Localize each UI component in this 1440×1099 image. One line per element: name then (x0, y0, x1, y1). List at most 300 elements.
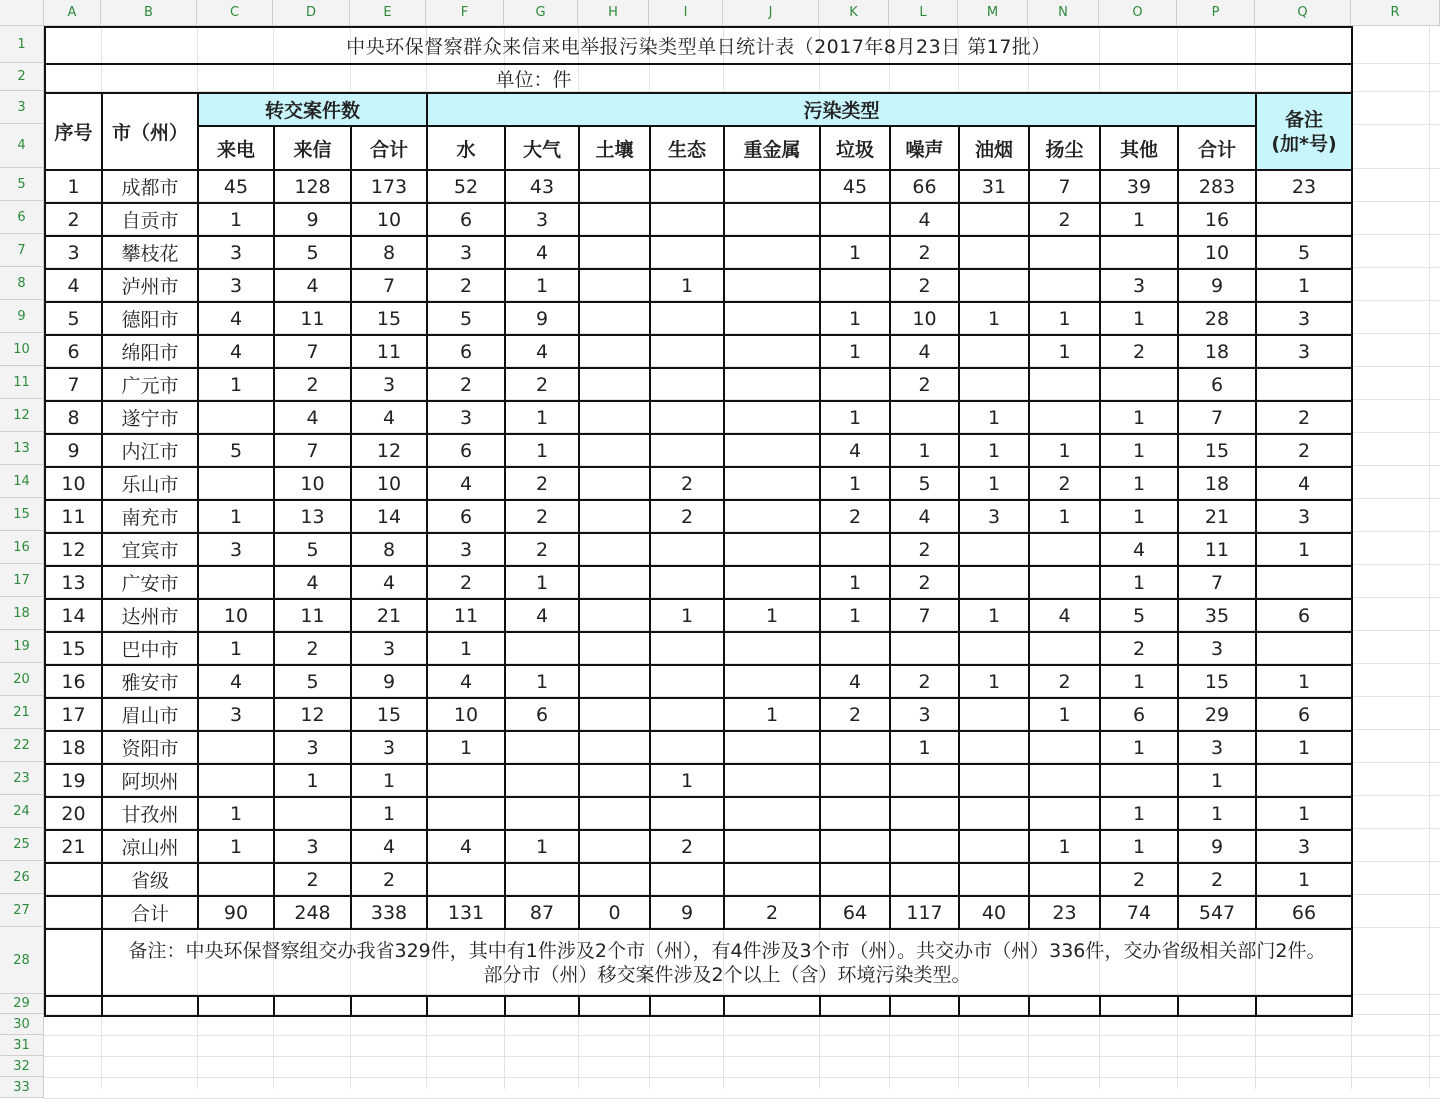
cell-value[interactable]: 2 (274, 863, 351, 896)
cell-value[interactable]: 10 (427, 698, 505, 731)
cell-value[interactable]: 3 (351, 731, 427, 764)
cell-value[interactable] (198, 467, 274, 500)
cell-value[interactable] (724, 533, 820, 566)
cell-value[interactable]: 1 (274, 764, 351, 797)
cell-value[interactable]: 2 (890, 368, 959, 401)
cell-value[interactable] (1029, 236, 1100, 269)
cell-value[interactable] (959, 863, 1029, 896)
cell-value[interactable]: 52 (427, 170, 505, 203)
row-header-18[interactable]: 18 (0, 597, 44, 630)
cell-value[interactable] (1029, 401, 1100, 434)
cell-value[interactable]: 43 (505, 170, 579, 203)
cell-value[interactable]: 3 (1256, 335, 1352, 368)
empty-cell[interactable] (1178, 996, 1256, 1016)
cell-seq[interactable]: 3 (45, 236, 102, 269)
cell-value[interactable]: 1 (1100, 830, 1178, 863)
cell-value[interactable] (724, 665, 820, 698)
cell-value[interactable]: 2 (1029, 203, 1100, 236)
cell-value[interactable]: 2 (1100, 632, 1178, 665)
cell-value[interactable]: 3 (198, 698, 274, 731)
cell-value[interactable] (820, 764, 890, 797)
cell-value[interactable]: 18 (1178, 467, 1256, 500)
row-header-12[interactable]: 12 (0, 399, 44, 432)
cell-value[interactable] (650, 698, 724, 731)
cell-value[interactable]: 7 (1178, 566, 1256, 599)
cell-value[interactable]: 3 (198, 236, 274, 269)
cell-value[interactable]: 3 (890, 698, 959, 731)
cell-value[interactable] (959, 830, 1029, 863)
column-header-n[interactable]: N (1028, 0, 1099, 26)
cell-value[interactable]: 66 (890, 170, 959, 203)
cell-value[interactable] (820, 632, 890, 665)
cell-value[interactable] (650, 170, 724, 203)
cell-value[interactable] (724, 335, 820, 368)
cell-value[interactable] (890, 764, 959, 797)
cell-value[interactable]: 1 (1029, 335, 1100, 368)
cell-value[interactable] (650, 236, 724, 269)
cell-value[interactable] (1029, 731, 1100, 764)
cell-seq[interactable]: 4 (45, 269, 102, 302)
cell-value[interactable] (579, 632, 650, 665)
column-header-d[interactable]: D (273, 0, 350, 26)
cell-value[interactable]: 13 (274, 500, 351, 533)
cell-value[interactable] (890, 797, 959, 830)
cell-seq[interactable]: 10 (45, 467, 102, 500)
column-header-h[interactable]: H (578, 0, 649, 26)
cell-value[interactable] (1256, 764, 1352, 797)
cell-seq[interactable]: 5 (45, 302, 102, 335)
cell-value[interactable]: 1 (1029, 830, 1100, 863)
cell-value[interactable] (724, 236, 820, 269)
empty-cell[interactable] (1100, 996, 1178, 1016)
row-header-9[interactable]: 9 (0, 300, 44, 333)
cell-value[interactable]: 6 (427, 203, 505, 236)
total-value[interactable]: 338 (351, 896, 427, 929)
cell-value[interactable] (427, 797, 505, 830)
cell-city[interactable]: 广元市 (102, 368, 198, 401)
cell-value[interactable]: 11 (1178, 533, 1256, 566)
cell-value[interactable] (890, 863, 959, 896)
cell-value[interactable]: 3 (505, 203, 579, 236)
row-header-31[interactable]: 31 (0, 1035, 44, 1056)
cell-value[interactable] (1029, 632, 1100, 665)
cell-value[interactable]: 4 (1029, 599, 1100, 632)
cell-value[interactable]: 2 (274, 368, 351, 401)
cell-value[interactable]: 4 (820, 665, 890, 698)
total-value[interactable]: 23 (1029, 896, 1100, 929)
cell-value[interactable]: 6 (427, 500, 505, 533)
cell-value[interactable]: 1 (959, 401, 1029, 434)
cell-value[interactable] (724, 632, 820, 665)
cell-value[interactable] (724, 566, 820, 599)
cell-value[interactable]: 1 (959, 599, 1029, 632)
column-header-o[interactable]: O (1099, 0, 1177, 26)
cell-seq[interactable]: 19 (45, 764, 102, 797)
cell-value[interactable]: 1 (1256, 665, 1352, 698)
cell-value[interactable]: 1 (650, 269, 724, 302)
cell-seq[interactable]: 21 (45, 830, 102, 863)
cell-value[interactable]: 1 (198, 632, 274, 665)
cell-value[interactable]: 15 (1178, 434, 1256, 467)
cell-seq[interactable]: 11 (45, 500, 102, 533)
row-header-14[interactable]: 14 (0, 465, 44, 498)
cell-value[interactable]: 2 (1029, 467, 1100, 500)
total-value[interactable]: 64 (820, 896, 890, 929)
cell-value[interactable]: 4 (198, 335, 274, 368)
cell-value[interactable]: 128 (274, 170, 351, 203)
cell-value[interactable] (1029, 269, 1100, 302)
cell-value[interactable] (579, 665, 650, 698)
row-header-29[interactable]: 29 (0, 994, 44, 1014)
cell-value[interactable]: 1 (427, 731, 505, 764)
cell-value[interactable]: 2 (890, 236, 959, 269)
cell-value[interactable]: 3 (274, 830, 351, 863)
cell-value[interactable]: 11 (427, 599, 505, 632)
cell-value[interactable] (724, 764, 820, 797)
cell-seq[interactable]: 9 (45, 434, 102, 467)
cell-value[interactable] (579, 599, 650, 632)
cell-value[interactable]: 10 (351, 203, 427, 236)
cell-value[interactable]: 5 (1100, 599, 1178, 632)
select-all-corner[interactable] (0, 0, 44, 26)
cell-value[interactable] (890, 632, 959, 665)
cell-value[interactable]: 2 (505, 533, 579, 566)
cell-seq[interactable]: 1 (45, 170, 102, 203)
cell-value[interactable] (650, 368, 724, 401)
cell-value[interactable] (890, 401, 959, 434)
cell-value[interactable]: 1 (959, 302, 1029, 335)
cell-value[interactable]: 1 (650, 599, 724, 632)
cell-value[interactable]: 2 (427, 269, 505, 302)
cell-city[interactable]: 成都市 (102, 170, 198, 203)
cell-value[interactable]: 2 (505, 500, 579, 533)
cell-value[interactable]: 5 (1256, 236, 1352, 269)
cell-value[interactable]: 1 (1100, 401, 1178, 434)
cell-value[interactable]: 1 (198, 203, 274, 236)
cell-seq[interactable] (45, 863, 102, 896)
cell-value[interactable]: 9 (274, 203, 351, 236)
cell-value[interactable]: 2 (427, 368, 505, 401)
empty-cell[interactable] (724, 996, 820, 1016)
row-header-33[interactable]: 33 (0, 1077, 44, 1098)
empty-cell[interactable] (959, 996, 1029, 1016)
cell-city[interactable]: 广安市 (102, 566, 198, 599)
cell-seq[interactable]: 20 (45, 797, 102, 830)
cell-value[interactable]: 1 (1178, 797, 1256, 830)
row-header-25[interactable]: 25 (0, 828, 44, 861)
empty-cell[interactable] (505, 996, 579, 1016)
cell-value[interactable] (1256, 566, 1352, 599)
cell-value[interactable]: 4 (890, 335, 959, 368)
row-header-1[interactable]: 1 (0, 26, 44, 63)
cell-value[interactable] (724, 434, 820, 467)
cell-value[interactable] (820, 830, 890, 863)
cell-value[interactable]: 4 (198, 302, 274, 335)
cell-value[interactable] (505, 764, 579, 797)
cell-value[interactable] (427, 863, 505, 896)
cell-value[interactable]: 1 (351, 797, 427, 830)
row-header-5[interactable]: 5 (0, 168, 44, 201)
cell-value[interactable]: 4 (351, 401, 427, 434)
cell-value[interactable]: 4 (351, 830, 427, 863)
cell-value[interactable]: 4 (820, 434, 890, 467)
cell-value[interactable]: 9 (505, 302, 579, 335)
cell-value[interactable] (579, 302, 650, 335)
cell-value[interactable]: 1 (1100, 500, 1178, 533)
cell-value[interactable]: 1 (820, 236, 890, 269)
cell-value[interactable]: 1 (1100, 203, 1178, 236)
cell-value[interactable]: 1 (1256, 863, 1352, 896)
cell-value[interactable]: 3 (198, 533, 274, 566)
cell-value[interactable]: 10 (351, 467, 427, 500)
cell-value[interactable]: 1 (198, 368, 274, 401)
cell-value[interactable]: 3 (427, 401, 505, 434)
cell-seq[interactable]: 13 (45, 566, 102, 599)
cell-value[interactable]: 1 (890, 434, 959, 467)
cell-value[interactable]: 4 (1100, 533, 1178, 566)
column-header-g[interactable]: G (504, 0, 578, 26)
row-header-4[interactable]: 4 (0, 124, 44, 168)
cell-value[interactable]: 3 (1256, 830, 1352, 863)
cell-value[interactable]: 29 (1178, 698, 1256, 731)
cell-value[interactable] (650, 566, 724, 599)
cell-value[interactable]: 6 (1256, 698, 1352, 731)
cell-city[interactable]: 眉山市 (102, 698, 198, 731)
cell-value[interactable]: 4 (427, 665, 505, 698)
total-value[interactable]: 87 (505, 896, 579, 929)
cell-seq[interactable]: 14 (45, 599, 102, 632)
cell-value[interactable] (579, 335, 650, 368)
cell-value[interactable] (1100, 764, 1178, 797)
empty-cell[interactable] (198, 996, 274, 1016)
cell-seq[interactable] (45, 896, 102, 929)
cell-value[interactable]: 2 (1100, 863, 1178, 896)
empty-cell[interactable] (351, 996, 427, 1016)
cell-value[interactable]: 5 (890, 467, 959, 500)
cell-value[interactable]: 6 (505, 698, 579, 731)
cell-value[interactable] (579, 863, 650, 896)
cell-value[interactable]: 1 (820, 335, 890, 368)
cell-city[interactable]: 雅安市 (102, 665, 198, 698)
column-header-l[interactable]: L (889, 0, 958, 26)
cell-city[interactable]: 资阳市 (102, 731, 198, 764)
cell-value[interactable] (505, 863, 579, 896)
cell-value[interactable]: 1 (1256, 731, 1352, 764)
cell-value[interactable]: 4 (427, 830, 505, 863)
cell-value[interactable]: 11 (274, 599, 351, 632)
total-value[interactable]: 2 (724, 896, 820, 929)
cell-seq[interactable]: 7 (45, 368, 102, 401)
cell-value[interactable] (579, 203, 650, 236)
cell-value[interactable] (820, 368, 890, 401)
row-header-8[interactable]: 8 (0, 267, 44, 300)
cell-value[interactable] (724, 863, 820, 896)
cell-value[interactable] (505, 731, 579, 764)
cell-value[interactable] (1029, 863, 1100, 896)
cell-value[interactable] (579, 467, 650, 500)
cell-value[interactable]: 5 (274, 665, 351, 698)
cell-value[interactable]: 1 (820, 599, 890, 632)
cell-value[interactable]: 1 (1100, 467, 1178, 500)
cell-value[interactable]: 2 (505, 467, 579, 500)
cell-value[interactable]: 2 (820, 698, 890, 731)
cell-value[interactable] (959, 566, 1029, 599)
cell-value[interactable]: 2 (274, 632, 351, 665)
cell-value[interactable] (579, 500, 650, 533)
cell-value[interactable]: 3 (1256, 500, 1352, 533)
cell-value[interactable]: 1 (959, 467, 1029, 500)
cell-city[interactable]: 攀枝花 (102, 236, 198, 269)
cell-value[interactable] (579, 830, 650, 863)
cell-value[interactable]: 4 (890, 500, 959, 533)
cell-value[interactable]: 11 (351, 335, 427, 368)
cell-value[interactable] (650, 863, 724, 896)
cell-value[interactable]: 2 (1256, 401, 1352, 434)
row-header-15[interactable]: 15 (0, 498, 44, 531)
cell-value[interactable]: 12 (274, 698, 351, 731)
cell-value[interactable]: 1 (1256, 533, 1352, 566)
cell-value[interactable]: 1 (351, 764, 427, 797)
cell-value[interactable] (959, 764, 1029, 797)
cell-value[interactable] (650, 335, 724, 368)
cell-value[interactable]: 8 (351, 236, 427, 269)
column-header-i[interactable]: I (649, 0, 723, 26)
cell-value[interactable]: 6 (427, 335, 505, 368)
cell-value[interactable]: 21 (351, 599, 427, 632)
cell-seq[interactable]: 12 (45, 533, 102, 566)
cell-city[interactable]: 达州市 (102, 599, 198, 632)
cell-value[interactable] (198, 764, 274, 797)
cell-value[interactable] (959, 731, 1029, 764)
empty-cell[interactable] (579, 996, 650, 1016)
cell-value[interactable] (505, 632, 579, 665)
cell-value[interactable]: 1 (820, 566, 890, 599)
cell-value[interactable]: 3 (351, 368, 427, 401)
cell-value[interactable]: 15 (1178, 665, 1256, 698)
total-value[interactable]: 9 (650, 896, 724, 929)
cell-city[interactable]: 南充市 (102, 500, 198, 533)
cell-value[interactable] (1029, 764, 1100, 797)
cell-value[interactable] (724, 401, 820, 434)
cell-city[interactable]: 内江市 (102, 434, 198, 467)
cell-value[interactable]: 6 (1178, 368, 1256, 401)
cell-value[interactable]: 4 (505, 335, 579, 368)
cell-value[interactable] (1100, 368, 1178, 401)
column-header-q[interactable]: Q (1255, 0, 1351, 26)
cell-value[interactable]: 1 (1256, 797, 1352, 830)
cell-value[interactable]: 1 (198, 830, 274, 863)
cell-value[interactable]: 1 (820, 401, 890, 434)
cell-value[interactable]: 1 (1100, 731, 1178, 764)
column-header-j[interactable]: J (723, 0, 819, 26)
cell-value[interactable] (579, 269, 650, 302)
cell-value[interactable]: 5 (274, 236, 351, 269)
empty-cell[interactable] (274, 996, 351, 1016)
row-header-2[interactable]: 2 (0, 63, 44, 91)
cell-city[interactable]: 甘孜州 (102, 797, 198, 830)
cell-value[interactable] (650, 203, 724, 236)
cell-value[interactable]: 1 (1029, 434, 1100, 467)
row-header-3[interactable]: 3 (0, 91, 44, 124)
cell-city[interactable]: 泸州市 (102, 269, 198, 302)
total-value[interactable]: 117 (890, 896, 959, 929)
empty-cell[interactable] (1029, 996, 1100, 1016)
row-header-30[interactable]: 30 (0, 1014, 44, 1035)
cell-value[interactable]: 2 (1256, 434, 1352, 467)
cell-value[interactable]: 1 (505, 665, 579, 698)
cell-value[interactable] (959, 368, 1029, 401)
cell-value[interactable]: 3 (1100, 269, 1178, 302)
cell-value[interactable] (724, 731, 820, 764)
column-header-a[interactable]: A (44, 0, 101, 26)
cell-value[interactable]: 2 (650, 500, 724, 533)
row-header-22[interactable]: 22 (0, 729, 44, 762)
cell-value[interactable] (198, 863, 274, 896)
cell-value[interactable]: 1 (505, 401, 579, 434)
cell-value[interactable] (579, 170, 650, 203)
cell-value[interactable] (650, 797, 724, 830)
cell-value[interactable]: 9 (1178, 830, 1256, 863)
cell-value[interactable] (724, 467, 820, 500)
cell-value[interactable] (820, 533, 890, 566)
cell-value[interactable]: 10 (890, 302, 959, 335)
cell-value[interactable] (724, 830, 820, 863)
cell-value[interactable]: 4 (274, 566, 351, 599)
cell-value[interactable]: 1 (427, 632, 505, 665)
cell-value[interactable]: 5 (198, 434, 274, 467)
cell-value[interactable]: 4 (1256, 467, 1352, 500)
cell-value[interactable] (724, 368, 820, 401)
cell-value[interactable] (890, 830, 959, 863)
cell-value[interactable]: 2 (505, 368, 579, 401)
cell-value[interactable] (650, 401, 724, 434)
cell-value[interactable] (820, 797, 890, 830)
cell-value[interactable] (579, 764, 650, 797)
cell-value[interactable]: 4 (274, 401, 351, 434)
cell-value[interactable]: 7 (890, 599, 959, 632)
empty-cell[interactable] (1256, 996, 1352, 1016)
cell-value[interactable] (650, 302, 724, 335)
cell-value[interactable]: 4 (505, 599, 579, 632)
cell-value[interactable] (579, 401, 650, 434)
empty-cell[interactable] (45, 996, 102, 1016)
cell-value[interactable]: 4 (505, 236, 579, 269)
cell-value[interactable]: 45 (198, 170, 274, 203)
cell-value[interactable]: 1 (505, 566, 579, 599)
cell-value[interactable]: 2 (650, 830, 724, 863)
cell-value[interactable]: 2 (890, 533, 959, 566)
cell-value[interactable] (650, 434, 724, 467)
cell-city[interactable]: 阿坝州 (102, 764, 198, 797)
cell-value[interactable] (724, 170, 820, 203)
cell-value[interactable]: 1 (505, 830, 579, 863)
cell-seq[interactable]: 8 (45, 401, 102, 434)
cell-value[interactable] (1029, 797, 1100, 830)
column-header-f[interactable]: F (426, 0, 504, 26)
cell-city[interactable]: 遂宁市 (102, 401, 198, 434)
row-header-13[interactable]: 13 (0, 432, 44, 465)
cell-value[interactable]: 173 (351, 170, 427, 203)
cell-value[interactable]: 1 (724, 698, 820, 731)
cell-value[interactable] (820, 731, 890, 764)
cell-value[interactable]: 2 (351, 863, 427, 896)
cell-value[interactable] (650, 665, 724, 698)
column-header-b[interactable]: B (101, 0, 197, 26)
cell-value[interactable] (1256, 632, 1352, 665)
cell-value[interactable]: 1 (724, 599, 820, 632)
cell-value[interactable]: 1 (820, 302, 890, 335)
column-header-r[interactable]: R (1351, 0, 1440, 26)
